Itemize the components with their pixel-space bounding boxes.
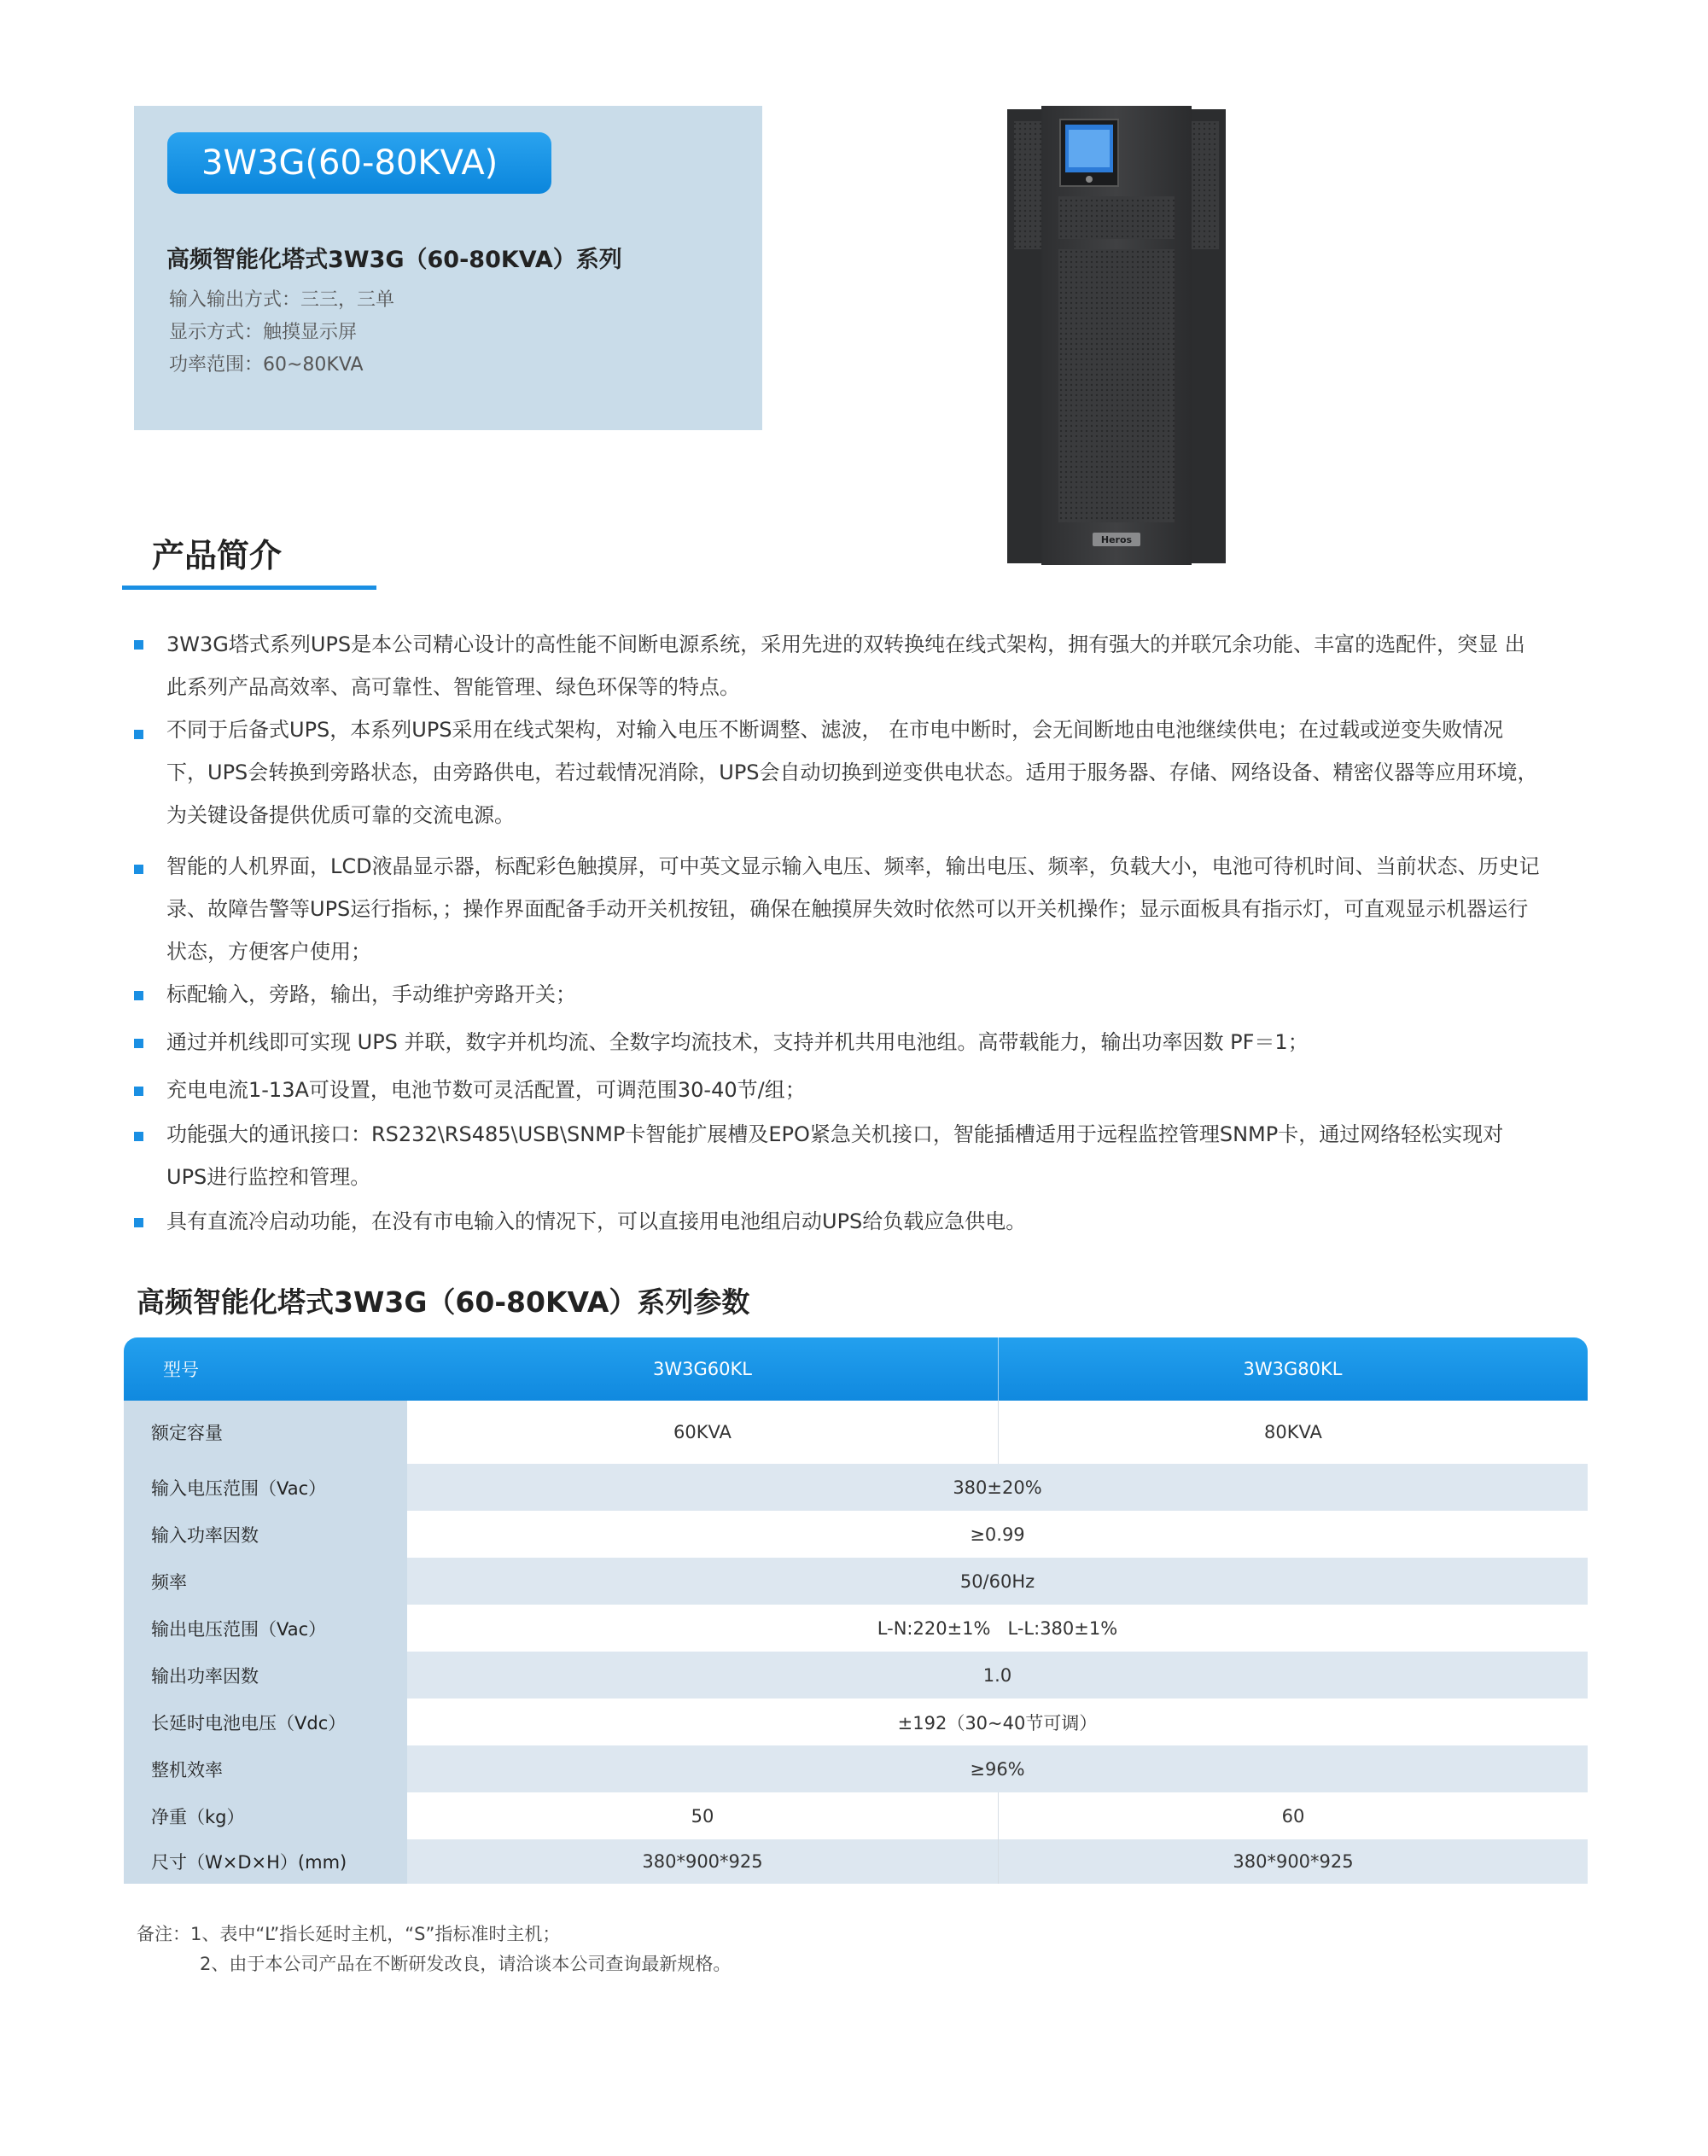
row-net-weight-col1: 50 (407, 1792, 998, 1839)
ups-cabinet-image (1007, 106, 1226, 565)
bullet-icon (134, 730, 143, 739)
bullet-icon (134, 1132, 143, 1141)
intro-bullet-7: 功能强大的通讯接口：RS232\RS485\USB\SNMP卡智能扩展槽及EPO紧急关机接口，智能插槽适用于远程监控管理SNMP卡，通过网络轻松实现对UPS进行监控和管理。 (166, 1122, 1504, 1189)
note-1: 备注：1、表中“L”指长延时主机，“S”指标准时主机； (137, 1924, 561, 1944)
header-model-label: 型号 (163, 1360, 199, 1380)
intro-bullet-1: 3W3G塔式系列UPS是本公司精心设计的高性能不间断电源系统，采用先进的双转换纯在线式架构，拥有强大的并联冗余功能、丰富的选配件，突显 出此系列产品高效率、高可靠性、智能管理、绿色环保等的特点。 (166, 632, 1525, 699)
heading-underline (122, 586, 376, 590)
row-rated-capacity-col1: 60KVA (407, 1401, 998, 1464)
intro-bullet-3: 智能的人机界面，LCD液晶显示器，标配彩色触摸屏，可中英文显示输入电压、频率，输出电压、频率，负载大小，电池可待机时间、当前状态、历史记录、故障告警等UPS运行指标，；操作界面配备手动开关机按钮，确保在触摸屏失效时依然可以开关机操作；显示面板具有指示灯，可直观显示机器运行状态，方便客户使用； (166, 854, 1540, 964)
row-label-dimensions: 尺寸（W×D×H）(mm) (124, 1839, 407, 1884)
intro-bullet-6: 充电电流1-13A可设置，电池节数可灵活配置，可调范围30-40节/组； (166, 1078, 806, 1102)
model-badge: 3W3G(60-80KVA) (167, 132, 551, 194)
row-label-net-weight: 净重（kg） (124, 1792, 407, 1839)
spec-io-mode: 输入输出方式：三三，三单 (169, 289, 395, 311)
intro-bullet-2: 不同于后备式UPS，本系列UPS采用在线式架构，对输入电压不断调整、滤波， 在市电中断时，会无间断地由电池继续供电；在过载或逆变失败情况下，UPS会转换到旁路状态，由旁路供电，若过载情况消除，UPS会自动切换到逆变供电状态。适用于服务器、存储、网络设备、精密仪器等应用环境，为关键设备提供优质可靠的交流电源。 (166, 718, 1538, 827)
row-label-battery-voltage: 长延时电池电压（Vdc） (124, 1699, 407, 1745)
row-frequency-value: 50/60Hz (407, 1558, 1588, 1605)
header-col-80kl: 3W3G80KL (1243, 1359, 1343, 1379)
bullet-icon (134, 991, 143, 1000)
row-label-efficiency: 整机效率 (124, 1745, 407, 1792)
row-dimensions-col1: 380*900*925 (407, 1839, 998, 1884)
spec-power-range: 功率范围：60~80KVA (169, 354, 364, 376)
bullet-icon (134, 640, 143, 650)
intro-heading: 产品简介 (152, 537, 283, 574)
bullet-icon (134, 1218, 143, 1227)
brand-badge: Heros (1100, 534, 1133, 545)
row-output-pf-value: 1.0 (407, 1652, 1588, 1699)
row-input-voltage-value: 380±20% (407, 1464, 1588, 1511)
row-label-output-voltage: 输出电压范围（Vac） (124, 1605, 407, 1652)
params-title: 高频智能化塔式3W3G（60-80KVA）系列参数 (137, 1285, 750, 1319)
row-battery-voltage-value: ±192（30~40节可调） (407, 1699, 1588, 1745)
intro-bullet-5: 通过并机线即可实现 UPS 并联，数字并机均流、全数字均流技术，支持并机共用电池组。高带载能力，输出功率因数 PF＝1； (166, 1030, 1309, 1054)
intro-bullet-8: 具有直流冷启动功能，在没有市电输入的情况下，可以直接用电池组启动UPS给负载应急供电。 (166, 1209, 1027, 1233)
note-2: 2、由于本公司产品在不断研发改良，请洽谈本公司查询最新规格。 (200, 1954, 732, 1974)
row-input-pf-value: ≥0.99 (407, 1511, 1588, 1558)
spec-display: 显示方式：触摸显示屏 (169, 322, 358, 343)
row-output-voltage-value: L-N:220±1% L-L:380±1% (407, 1605, 1588, 1652)
row-label-input-voltage: 输入电压范围（Vac） (124, 1464, 407, 1511)
row-label-frequency: 频率 (124, 1558, 407, 1605)
row-dimensions-col2: 380*900*925 (999, 1839, 1588, 1884)
bullet-icon (134, 865, 143, 874)
row-rated-capacity-col2: 80KVA (999, 1401, 1588, 1464)
bullet-icon (134, 1087, 143, 1096)
row-label-input-pf: 输入功率因数 (124, 1511, 407, 1558)
row-label-rated-capacity: 额定容量 (124, 1401, 407, 1464)
bullet-icon (134, 1039, 143, 1048)
intro-bullet-4: 标配输入，旁路，输出，手动维护旁路开关； (166, 982, 576, 1006)
row-net-weight-col2: 60 (999, 1792, 1588, 1839)
row-label-output-pf: 输出功率因数 (124, 1652, 407, 1699)
series-title: 高频智能化塔式3W3G（60-80KVA）系列 (166, 247, 622, 273)
param-table (124, 1337, 1588, 1884)
header-col-60kl: 3W3G60KL (653, 1359, 752, 1379)
row-efficiency-value: ≥96% (407, 1745, 1588, 1792)
